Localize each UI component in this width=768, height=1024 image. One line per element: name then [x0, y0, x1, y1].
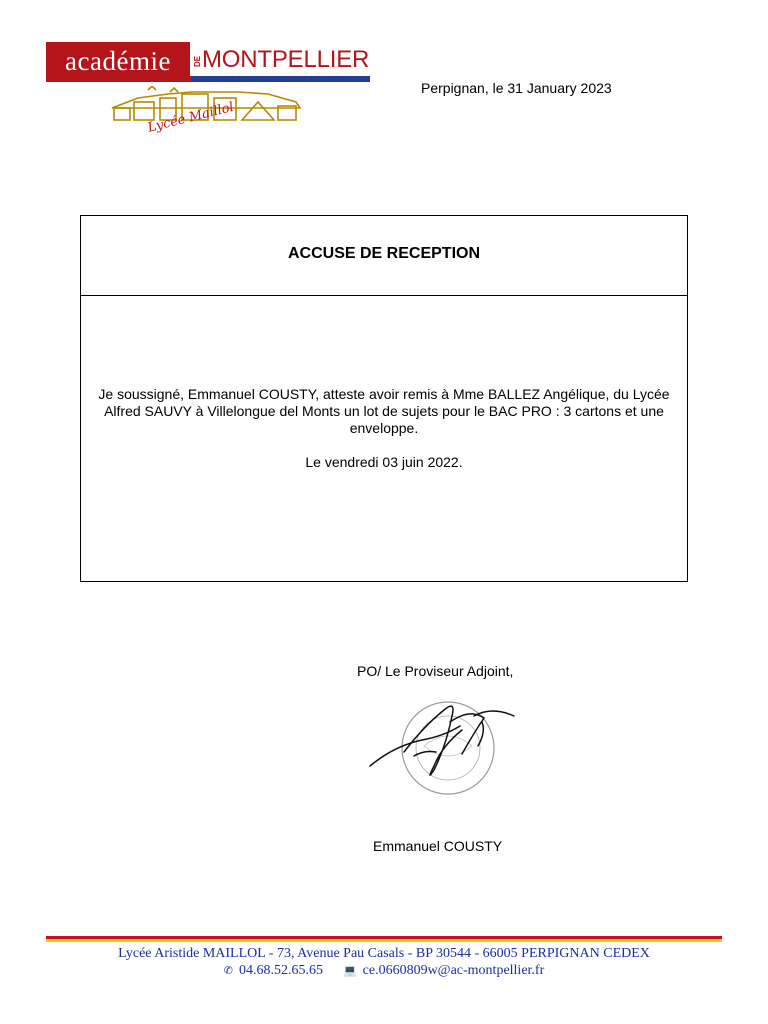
- footer-phone: 04.68.52.65.65: [238, 963, 323, 978]
- logo-underline-red: [46, 76, 192, 82]
- receipt-header: [81, 216, 687, 296]
- receipt-body: [81, 386, 687, 471]
- signer-name: Emmanuel COUSTY: [373, 838, 503, 854]
- footer-rule-yellow: [46, 939, 722, 942]
- date-line: Perpignan, le 31 January 2023: [421, 80, 612, 96]
- computer-icon: 💻: [342, 964, 357, 977]
- receipt-date: Le vendredi 03 juin 2022.: [305, 454, 463, 470]
- logo-academie-text: académie: [46, 42, 190, 80]
- receipt-box: [80, 215, 688, 582]
- footer-contact: [46, 963, 722, 979]
- logo-de-text: DE: [193, 55, 202, 67]
- academie-logo: [46, 42, 370, 84]
- phone-icon: ✆: [223, 964, 233, 977]
- receipt-title: ACCUSE DE RECEPTION: [287, 245, 481, 262]
- footer-email[interactable]: ce.0660809w@ac-montpellier.fr: [362, 963, 545, 978]
- receipt-statement: Je soussigné, Emmanuel COUSTY, atteste avoir remis à Mme BALLEZ Angélique, du Lycée Alfred SAUVY à Villelongue del Monts un lot de sujets pour le BAC PRO : 3 cartons et une enveloppe.: [98, 386, 670, 436]
- footer-address: Lycée Aristide MAILLOL - 73, Avenue Pau Casals - BP 30544 - 66005 PERPIGNAN CEDEX: [118, 946, 650, 961]
- signer-title: PO/ Le Proviseur Adjoint,: [357, 663, 514, 679]
- signature-stamp-image: [364, 686, 524, 808]
- school-name-script: Lycée Maillol: [146, 99, 236, 136]
- logo-city-text: MONTPELLIER: [202, 46, 370, 73]
